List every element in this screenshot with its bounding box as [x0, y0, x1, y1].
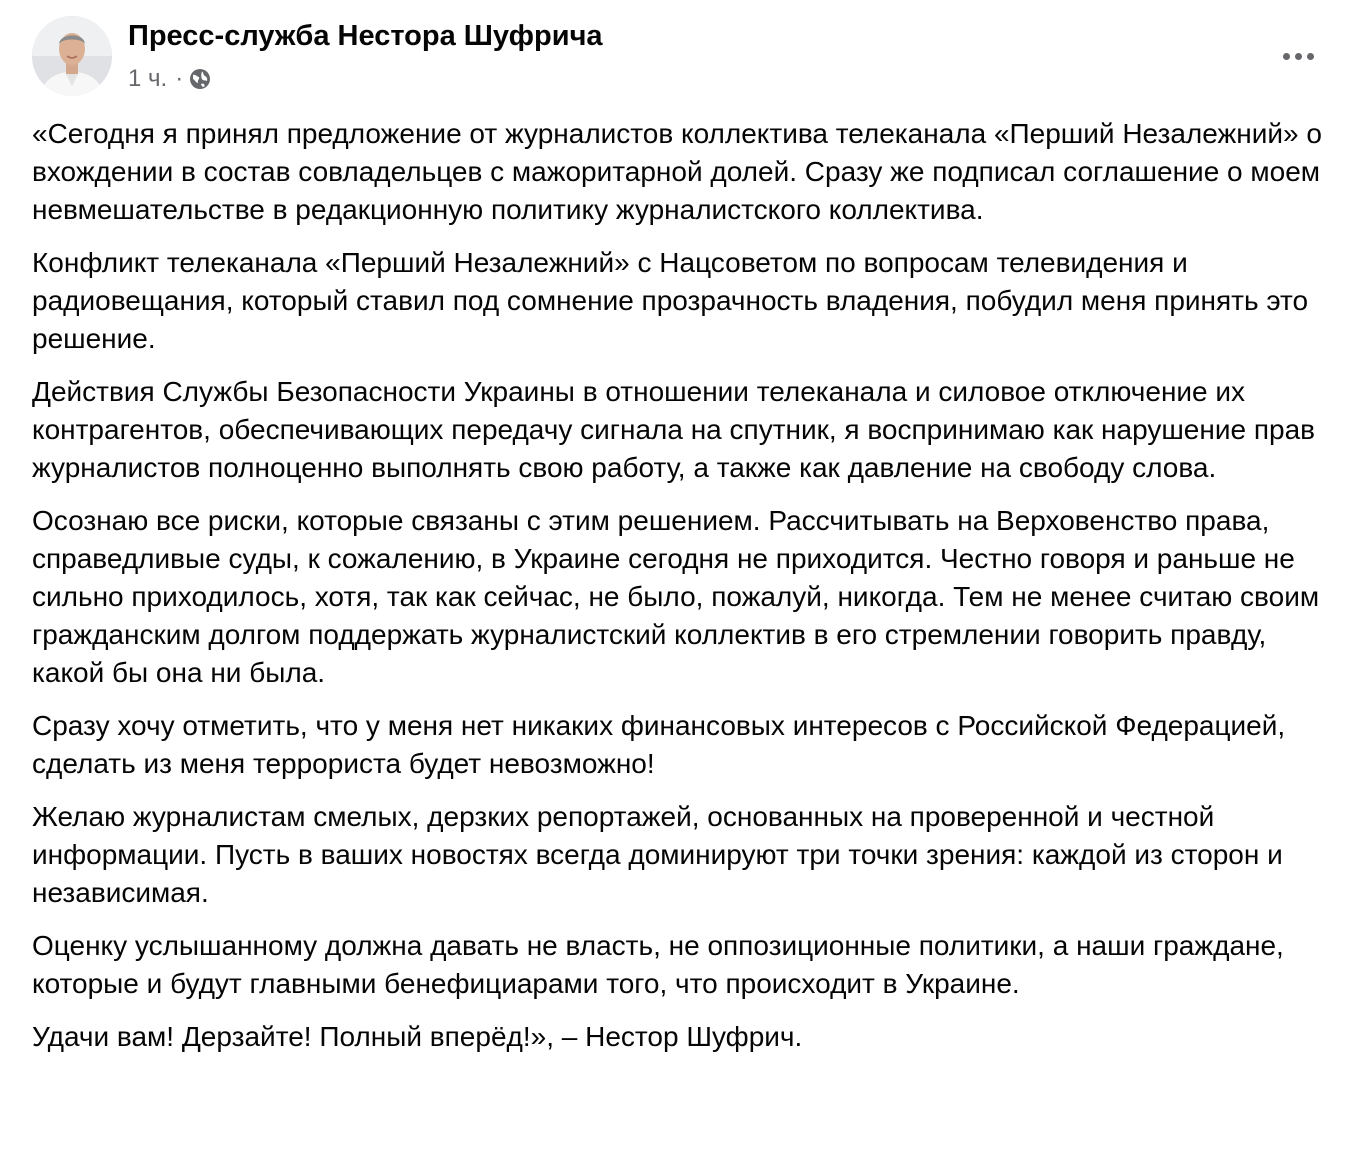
post-paragraph-5: Сразу хочу отметить, что у меня нет никаких финансовых интересов с Российской Федерацией, сделать из меня террориста будет невозможно!	[32, 710, 1286, 779]
post-paragraph-2: Конфликт телеканала «Перший Незалежний» с Нацсоветом по вопросам телевидения и радиовещания, который ставил под сомнение прозрачность владения, побудил меня принять это решение.	[32, 247, 1309, 354]
post-paragraph-1: «Сегодня я принял предложение от журналистов коллектива телеканала «Перший Незалежний» о вхождении в состав совладельцев с мажоритарной долей. Сразу же подписал соглашение о моем невмешательстве в редакционную политику журналистского коллектива.	[32, 118, 1322, 225]
post-paragraph-8: Удачи вам! Дерзайте! Полный вперёд!», – Нестор Шуфрич.	[32, 1021, 803, 1052]
post-timestamp[interactable]: 1 ч.	[128, 65, 168, 92]
more-dot	[1283, 53, 1290, 60]
post-paragraph-7: Оценку услышанному должна давать не власть, не оппозиционные политики, а наши граждане, которые и будут главными бенефициарами того, что происходит в Украине.	[32, 930, 1284, 999]
meta-separator: ·	[175, 65, 184, 92]
avatar[interactable]	[32, 16, 112, 96]
more-dot	[1307, 53, 1314, 60]
globe-icon[interactable]	[189, 68, 211, 90]
post-paragraph-6: Желаю журналистам смелых, дерзких репортажей, основанных на проверенной и честной информации. Пусть в ваших новостях всегда доминируют три точки зрения: каждой из сторон и независимая.	[32, 801, 1283, 908]
profile-photo-avatar	[32, 16, 112, 96]
more-dot	[1295, 53, 1302, 60]
author-name-link[interactable]: Пресс-служба Нестора Шуфрича	[128, 20, 603, 52]
post-paragraph-3: Действия Службы Безопасности Украины в отношении телеканала и силовое отключение их контрагентов, обеспечивающих передачу сигнала на спутник, я воспринимаю как нарушение прав журналистов полноценно выполнять свою работу, а также как давление на свободу слова.	[32, 376, 1316, 483]
post-header	[32, 16, 1322, 106]
post-body	[32, 115, 1324, 1071]
post-paragraph-4: Осознаю все риски, которые связаны с этим решением. Рассчитывать на Верховенство права, справедливые суды, к сожалению, в Украине сегодня не приходится. Честно говоря и раньше не сильно приходилось, хотя, так как сейчас, не было, пожалуй, никогда. Тем не менее считаю своим гражданским долгом поддержать журналистский коллектив в его стремлении говорить правду, какой бы она ни была.	[32, 505, 1320, 688]
more-options-icon[interactable]	[1274, 36, 1322, 76]
post-meta	[128, 64, 211, 94]
